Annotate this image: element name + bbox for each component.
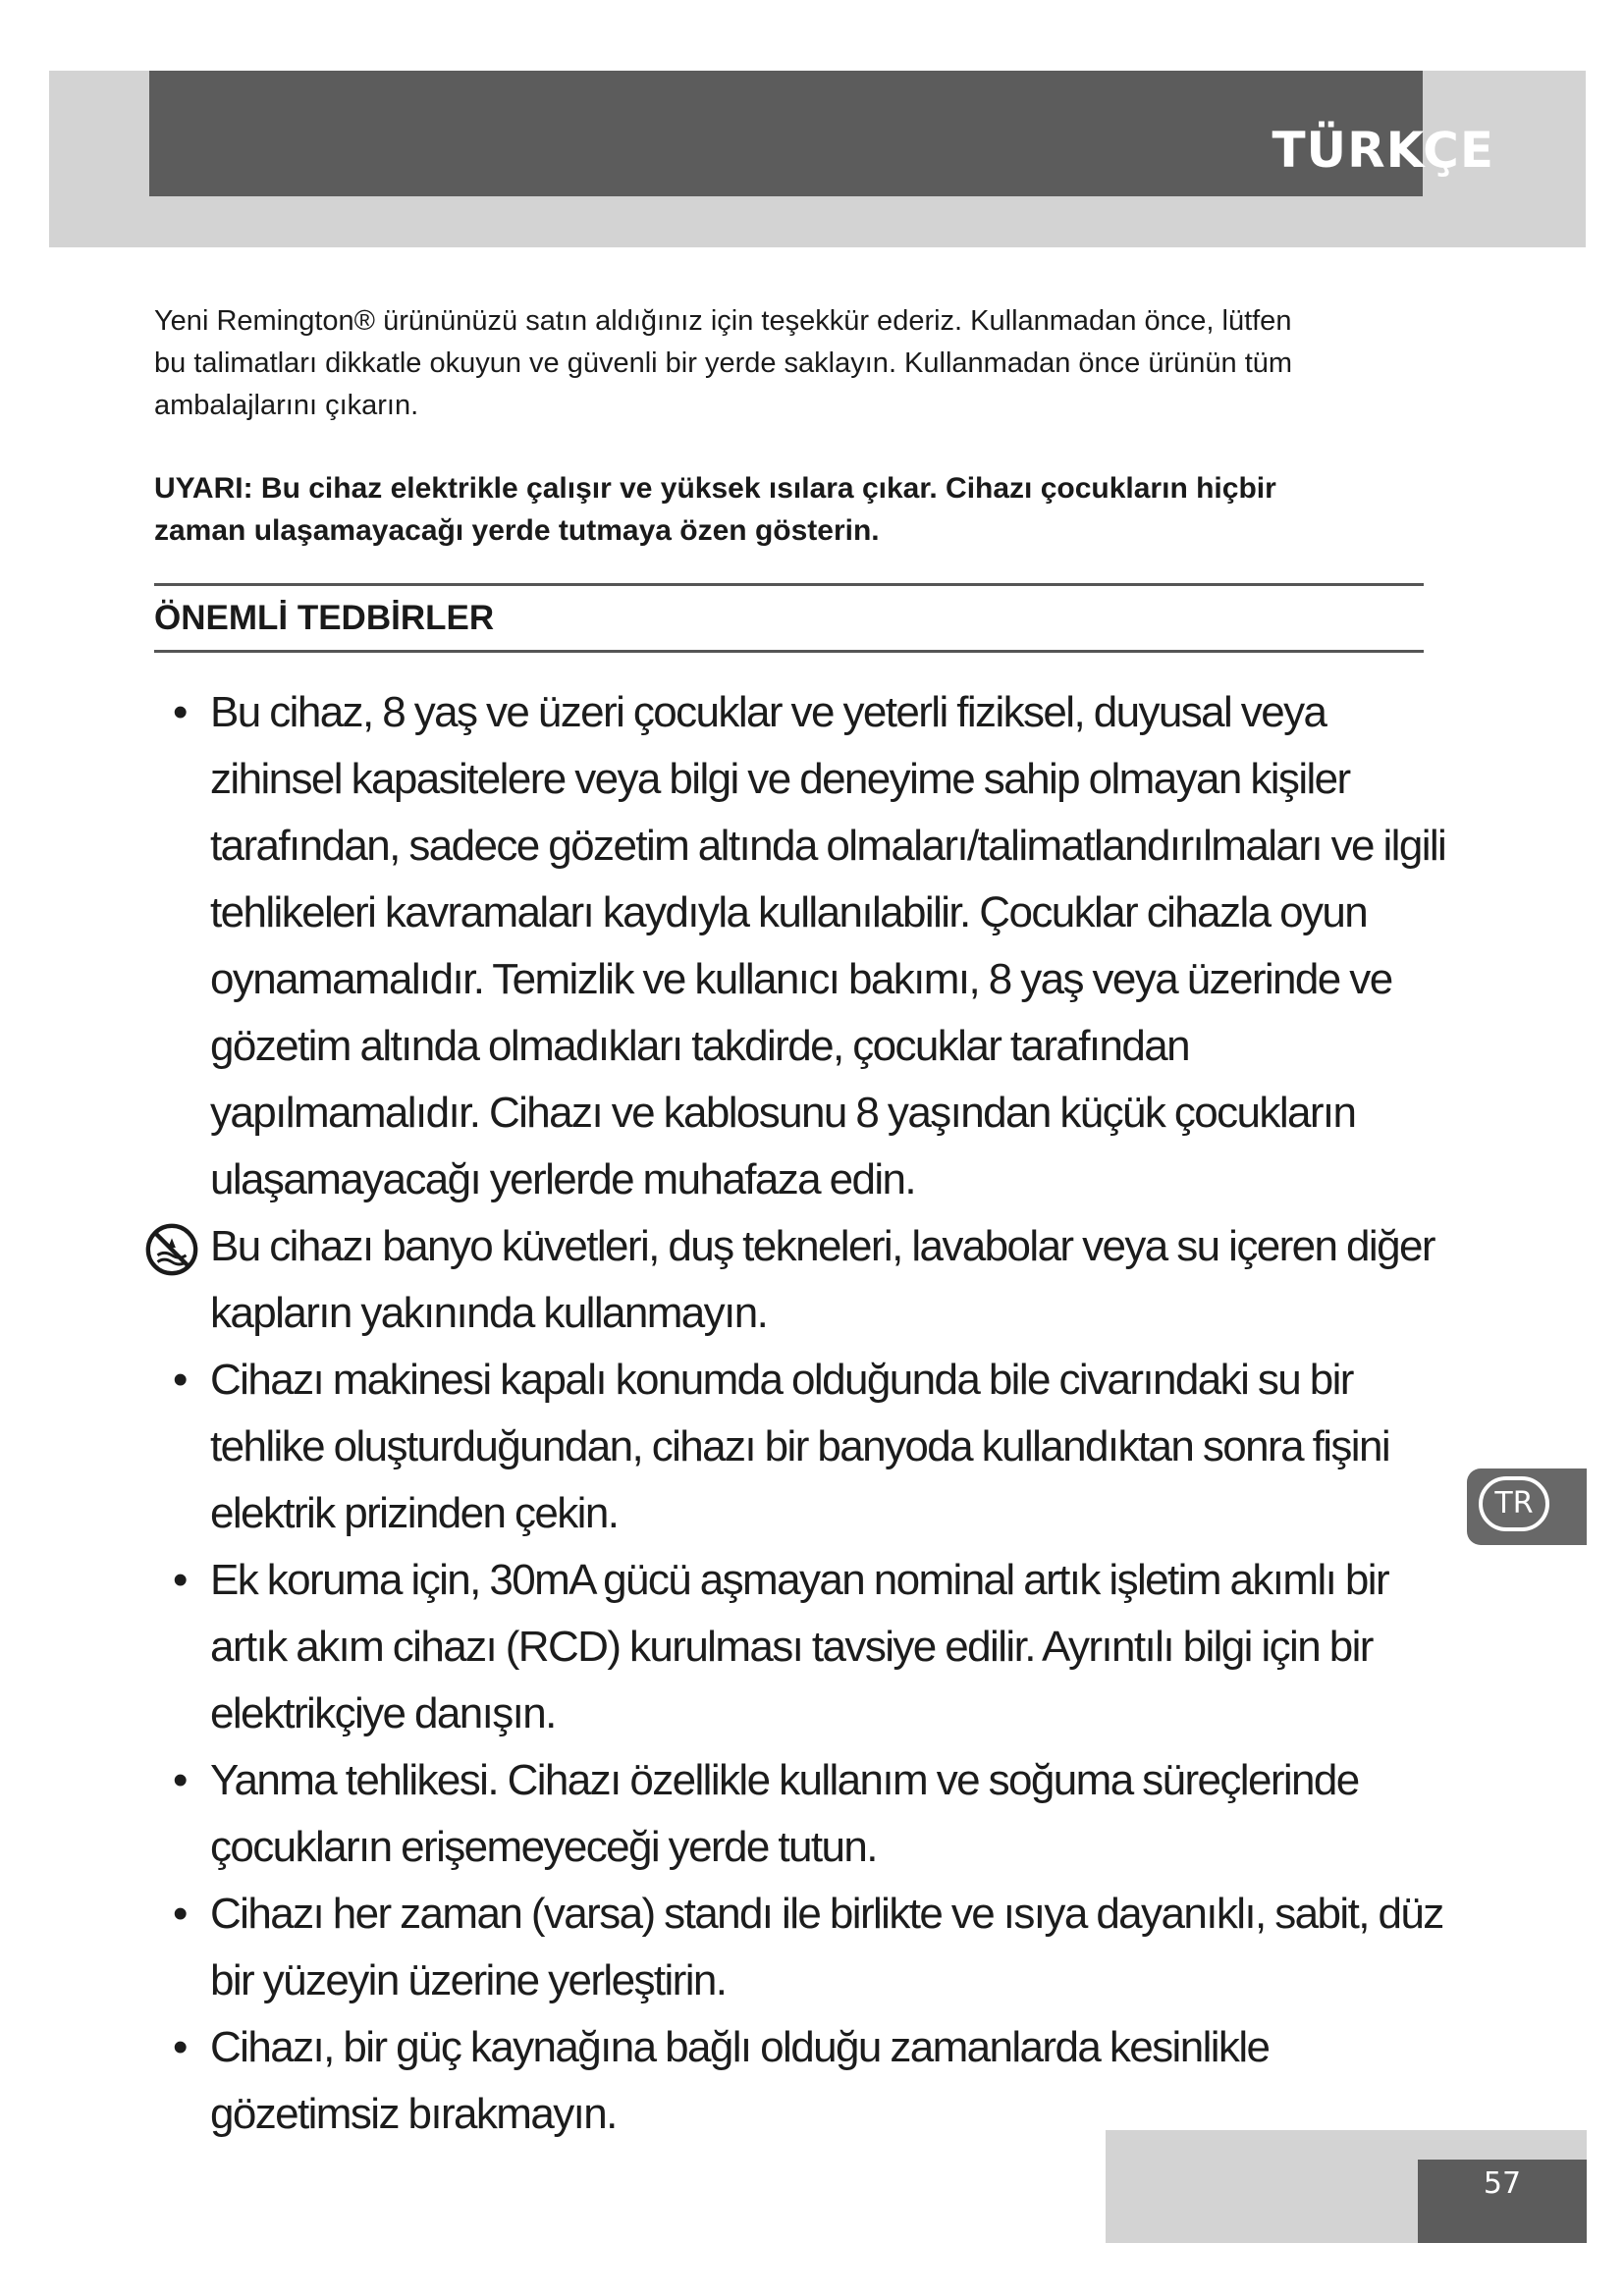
list-item-text: Bu cihaz, 8 yaş ve üzeri çocuklar ve yeterli fiziksel, duyusal veya zihinsel kapasitelere veya bilgi ve deneyime sahip olmayan kişiler tarafından, sadece gözetim altında olmaları/talimatlandırılmaları ve ilgili tehlikeleri kavramaları kaydıyla kullanılabilir. Çocuklar cihazla oyun oynamamalıdır. Temizlik ve kullanıcı bakımı, 8 yaş veya üzerinde ve gözetim altında olmadıkları takdirde, çocuklar tarafından yapılmamalıdır. Cihazı ve kablosunu 8 yaşından küçük çocukların ulaşamayacağı yerlerde muhafaza edin. <box>210 688 1446 1203</box>
precautions-list <box>149 679 1455 2148</box>
list-item <box>149 1881 1455 2014</box>
list-item <box>149 2014 1455 2148</box>
list-item-text: Ek koruma için, 30mA gücü aşmayan nominal artık işletim akımlı bir artık akım cihazı (RCD) kurulması tavsiye edilir. Ayrıntılı bilgi için bir elektrikçiye danışın. <box>210 1556 1388 1737</box>
warning-line: UYARI: Bu cihaz elektrikle çalışır ve yüksek ısılara çıkar. Cihazı çocukların hiçbir <box>154 472 1276 505</box>
intro-line: ambalajlarını çıkarın. <box>154 390 419 421</box>
section-divider-top <box>154 583 1424 586</box>
list-item <box>149 1547 1455 1747</box>
intro-line: bu talimatları dikkatle okuyun ve güvenli bir yerde saklayın. Kullanmadan önce ürünün tüm <box>154 347 1293 379</box>
list-item <box>149 1213 1455 1347</box>
header-title-bar <box>149 71 1423 196</box>
list-item-text: Cihazı makinesi kapalı konumda olduğunda bile civarındaki su bir tehlike oluşturduğundan, cihazı bir banyoda kullandıktan sonra fişini elektrik prizinden çekin. <box>210 1356 1389 1537</box>
list-item <box>149 1347 1455 1547</box>
language-side-tab <box>1467 1468 1587 1545</box>
language-badge: TR <box>1479 1476 1549 1531</box>
page-number: 57 <box>1483 2166 1522 2201</box>
list-item <box>149 679 1455 1213</box>
list-item-text: Yanma tehlikesi. Cihazı özellikle kullanım ve soğuma süreçlerinde çocukların erişemeyeceği yerde tutun. <box>210 1756 1359 1871</box>
bullet-marker: • <box>173 1356 189 1404</box>
list-item-text: Bu cihazı banyo küvetleri, duş tekneleri, lavabolar veya su içeren diğer kapların yakınında kullanmayın. <box>210 1222 1435 1337</box>
bullet-marker: • <box>173 2023 189 2071</box>
bullet-marker: • <box>173 1556 189 1604</box>
section-divider-bottom <box>154 650 1424 653</box>
bullet-marker: • <box>173 1756 189 1804</box>
no-water-icon <box>173 1217 210 1276</box>
bullet-marker: • <box>173 688 189 736</box>
list-item-text: Cihazı, bir güç kaynağına bağlı olduğu zamanlarda kesinlikle gözetimsiz bırakmayın. <box>210 2023 1270 2138</box>
section-title: ÖNEMLİ TEDBİRLER <box>154 599 495 637</box>
page-language-title: TÜRKÇE <box>1272 122 1494 179</box>
intro-line: Yeni Remington® ürününüzü satın aldığınız için teşekkür ederiz. Kullanmadan önce, lütfen <box>154 305 1292 337</box>
warning-line: zaman ulaşamayacağı yerde tutmaya özen gösterin. <box>154 514 880 547</box>
bullet-marker: • <box>173 1890 189 1938</box>
list-item <box>149 1747 1455 1881</box>
intro-paragraph <box>154 300 1431 427</box>
list-item-text: Cihazı her zaman (varsa) standı ile birlikte ve ısıya dayanıklı, sabit, düz bir yüzeyin üzerine yerleştirin. <box>210 1890 1443 2004</box>
warning-paragraph <box>154 467 1431 552</box>
